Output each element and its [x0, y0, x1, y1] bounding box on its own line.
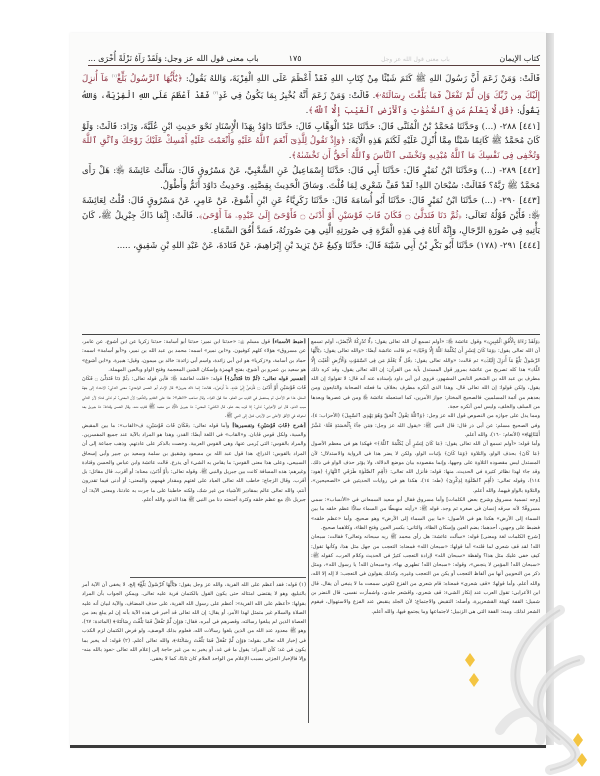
hadith-paragraph: [82, 239, 540, 254]
column-divider: [308, 338, 309, 723]
footnote-ref: (٢): [213, 90, 219, 96]
commentary-text: [وجه تسمية مسروق وشرح بعض الكلمات] وأما مسروق فقال أبو سعيد السمعاني في «الأنساب»: سمي مسروقًا؛ لأنه سرقه إنسان في صغره ثم وجد. قوله ﷺ: «رأيته منهبطًا من السماء سادًّا عظم خلقه ما بين السماء إلى الأرض» هكذا هو في الأصول: «ما بين السماء إلى الأرض» وهو صحيح. وأما «عظم خلقه» فضبط على وجهين، أحدهما: بضم العين وإسكان الظاء، والثاني: بكسر العين وفتح الظاء، وكلاهما صحيح.: [311, 497, 540, 531]
quran-verse: ﴿يَٰٓأَيُّهَا ٱلرَّسُولُ بَلِّغْ: [116, 73, 183, 84]
quran-verse: ﴿قُل لَّا يَعْلَمُ مَن فِى ٱلسَّمَٰوَٰتِ وَٱلْأَرْضِ ٱلْغَيْبَ إِلَّا ٱللَّهُ﴾: [308, 105, 515, 116]
commentary-text: [شرح الكلمات لغة ومعنى] قوله: «سألت عائشة: هل رأى محمد ﷺ ربه سبحانه وتعالى؟ فقالت: سبحان الله! لقد قف شعري لما قلته» أما قولها: «سبحان الله» فمعناه: التعجب من جهل مثل هذا، وكأنها تقول: كيف خفي عليك مثل هذا؟ ولفظة «سبحان الله» لإرادة التعجب كثيرٌ في الحديث وكلام العرب، كقوله ﷺ: «سبحان الله! المؤمن لا ينجس»، وقوله: «سبحان الله! تطهري بها»، و«سبحان الله! يا رسول الله»، ومثل ذكر من النحويين أنها من ألفاظ التعجب أو يكن من التعجب وغيره. وكذلك يقولون في التعجب: لا إله إلا الله، والله أعلم. وأما قولها: «قف شعري» فمعناه: قام شعري من الفزع لكوني سمعت ما لا ينبغي أن يقال. قال ابن الأعرابي: تقول العرب عند إنكار الشيء: قف شعري، واقشعر جلدي، واشمأزت نفسي. قال النضر بن شميل: القفة كهيئة القشعريرة، وأصله: التقبض والاجتماع؛ لأن الجلد ينقبض عند الفزع والاستهوال، فيقوم الشعر لذلك. ومنه: القفة التي هي الزنبيل؛ لاجتماعها وما يجتمع فيها، والله أعلم.: [311, 534, 540, 615]
commentary-heading: [شرح ﴿قَابَ قَوْسَيْنِ﴾ وتفسيرها]: [232, 422, 306, 429]
running-header: [88, 49, 540, 66]
commentary-paragraph: [311, 440, 540, 496]
hadith-text: [٤٤١] ٢٨٨- (...) وَحَدَّثَنَا مُحَمَّدُ بْنُ الْمُثَنَّى قَالَ: حَدَّثَنَا عَبْدُ الْوَهَّابِ قَالَ: حَدَّثَنَا دَاوُدُ بِهَذَا الْإِسْنَادِ نَحْوَ حَدِيثِ ابْنِ عُلَيَّةَ، وَزَادَ: قَالَتْ: وَلَوْ كَانَ مُحَمَّدٌ ﷺ كَاتِمًا شَيْئًا مِمَّا أُنْزِلَ عَلَيْهِ لَكَتَمَ هَذِهِ الْآيَةَ:: [82, 121, 541, 147]
commentary-text: قول مسلم ﵀: «حدثنا ابن نمير: حدثنا أبو أسامة: حدثنا زكريا عن ابن أشوع، عن عامر، عن مسروق» هؤلاء كلهم كوفيون. و«ابن نمير» اسمه: محمد بن عبد الله بن نمير، و«أبو أسامة» اسمه: حماد بن أسامة، و«زكريا» هو ابن أبي زائدة، واسم أبي زائدة: خالد بن ميمون، وقيل: هبيرة. و«ابن أشوع» هو سعيد بن عمرو بن أشوع، بفتح الهمزة وإسكان الشين المعجمة وفتح الواو وبالعين المهملة.: [82, 339, 306, 373]
book-page: [70, 33, 546, 748]
commentary-paragraph: [311, 496, 540, 533]
hadith-paragraph: [82, 194, 540, 238]
commentary-paragraph: [311, 412, 540, 440]
gold-diamond-icon: [573, 733, 583, 747]
footnotes-section: [82, 581, 306, 665]
commentary-paragraph: [311, 338, 540, 412]
commentary-paragraph: [82, 375, 306, 421]
footnote-text: (١) قوله: فقد أعظم على الله الفرية، والله عز وجل يقول: ﴿يَٰٓأَيُّهَا ٱلرَّسُولُ بَلِّغْ﴾ إلخ. لا يخفى أن الآية أمر بالتبليغ، وهو لا يقتضي امتثاله حتى يكون القول بالكتمان فرية عليه تعالى. ويمكن الجواب بأن المراد بقولها: «أعظم على الله الفرية»: أعظم على رسول الله الفرية، على حذف المضاف، والآية لبيان أنه عليه الصلاة والسلام غير متمثل لهذا الأمر، أو يقال: إن الله تعالى قد أخبر في هذه الآية بأنه إن لم يبلغ بعد من العصاة الذين لم يبلغوا رسالته، وقصرهم في أمره، فقال: ﴿وَإِن لَّمْ تَفْعَلْ فَمَا بَلَّغْتَ رِسَالَتَهُۥ﴾ (المائدة: ٦٧)، وهو ﷺ معدود عند الله من الذين بلغوا رسالات الله، فعلوم بذلك الوصف، ولو فرض الكتمان لزم الكذب في إخبار الله تعالى بقوله: ﴿وَإِن لَّمْ تَفْعَلْ فَمَا بَلَّغْتَ رِسَالَتَهُۥ﴾، والله تعالى أعلم. (٢) قوله: أنه يخبر بما يكون في غد: كأن المراد: يقول ما في غد، أو يخبر به من غير حاجة إلى إعلام الله تعالى -نعوذ بالله منه- وإلا فالإخبار الجزئي بسبب الإعلام من الواحد العلام كان ثابتًا، كما لا يخفى.: [82, 582, 306, 663]
quran-verse: ﴿وَإِذْ تَقُولُ لِلَّذِىٓ أَنْعَمَ ٱللَّهُ عَلَيْهِ وَأَنْعَمْتَ عَلَيْهِ أَمْسِكْ عَلَيْكَ زَوْجَكَ وَٱتَّقِ ٱللَّهَ وَتُخْفِى فِى نَفْسِكَ مَا ٱللَّهُ مُبْدِيهِ وَتَخْشَى ٱلنَّاسَ وَٱللَّهُ أَحَقُّ أَن تَخْشَىٰهُ﴾: [82, 136, 540, 161]
hadith-text: [٤٤٤] ٢٩١- (١٧٨) حَدَّثَنَا أَبُو بَكْرِ بْنُ أَبِي شَيْبَةَ قَالَ: حَدَّثَنَا وَكِيعٌ عَنْ يَزِيدَ بْنِ إِبْرَاهِيمَ، عَنْ قَتَادَةَ، عَنْ عَبْدِ اللهِ بْنِ شَقِيقٍ، .....: [116, 241, 540, 252]
commentary-paragraph: [82, 338, 306, 375]
commentary-heading: [ضبط الأسماء]: [272, 339, 306, 345]
quran-verse: ﴿ثُمَّ دَنَا فَتَدَلَّىٰ ۝ فَكَانَ قَابَ قَوْسَيْنِ أَوْ أَدْنَىٰ ۝ فَأَوْحَىٰٓ إِلَىٰ عَبْدِهِۦ مَآ أَوْحَىٰ﴾: [198, 211, 462, 222]
hadith-text: [٤٤٢] ٢٨٩- (...) وَحَدَّثَنَا ابْنُ نُمَيْرٍ قَالَ: حَدَّثَنَا أَبِي قَالَ: حَدَّثَنَا إِسْمَاعِيلُ عَنِ الشَّعْبِيِّ، عَنْ مَسْرُوقٍ قَالَ: سَأَلْتُ عَائِشَةَ ﵂: هَلْ رَأَى مُحَمَّدٌ ﷺ رَبَّهُ؟ فَقَالَتْ: سُبْحَانَ اللهِ! لَقَدْ قَفَّ شَعْرِي لِمَا قُلْتَ. وَسَاقَ الْحَدِيثَ بِقِصَّتِهِ. وَحَدِيثُ دَاوُدَ أَتَمُّ وَأَطْوَلُ.: [82, 166, 541, 191]
hadith-text: قَالَتْ: وَمَنْ زَعَمَ أَنَّ رَسُولَ اللهِ ﷺ كَتَمَ شَيْئًا مِنْ كِتَابِ اللهِ فَقَدْ أَعْظَمَ عَلَى اللهِ الْفِرْيَةَ، وَاللهُ يَقُولُ:: [182, 73, 540, 84]
commentary-paragraph: [82, 422, 306, 506]
hadith-text: .: [288, 150, 292, 161]
hadith-paragraph: [82, 69, 540, 119]
hadith-text: [٤٤٣] ٢٩٠- (...) حَدَّثَنَا ابْنُ نُمَيْرٍ قَالَ: حَدَّثَنَا أَبُو أُسَامَةَ قَالَ: حَدَّثَنَا زَكَرِيَّاءُ عَنِ ابْنِ أَشْوَعَ، عَنْ عَامِرٍ، عَنْ مَسْرُوقٍ قَالَ: قُلْتُ لِعَائِشَةَ ﵂: فَأَيْنَ قَوْلُهُ تَعَالَى:: [82, 196, 541, 222]
commentary-text: ومما يدل على جوازه من النصوص قول الله عز وجل: ﴿وَٱللَّهُ يَقُولُ ٱلْحَقَّ وَهُوَ يَهْدِى ٱلسَّبِيلَ﴾ (الأحزاب: ٤)، وفي الصحيح مسلم: عن أبي ذر قال: قال النبي ﷺ: «يقول الله عز وجل: ﴿مَن جَآءَ بِٱلْحَسَنَةِ فَلَهُۥ عَشْرُ أَمْثَالِهَا﴾» (الأنعام: ١٦٠)، والله أعلم.: [311, 413, 540, 438]
commentary-heading: [تفسير قوله تعالى: ﴿ثُمَّ دَنَا فَتَدَلَّىٰ﴾]: [224, 376, 306, 383]
commentary-right-column: [311, 338, 540, 617]
page-edge-shadow: [546, 33, 554, 745]
hadith-paragraph: [82, 120, 540, 164]
hadith-text: . قَالَتْ: إِنَّمَا ذَاكَ جِبْرِيلُ ﷺ، كَانَ يَأْتِيهِ فِي صُورَةِ الرِّجَالِ، وَإِنَّهُ أَتَاهُ فِي هَذِهِ الْمَرَّةِ فِي صُورَتِهِ الَّتِي هِيَ صُورَتُهُ، فَسَدَّ أُفُقَ السَّمَاءِ.: [82, 211, 540, 236]
page-number: ١٧٥: [288, 54, 302, 63]
quran-verse: مَآ أُنزِلَ إِلَيْكَ مِن رَّبِّكَ وَإِن لَّمْ تَفْعَلْ فَمَا بَلَّغْتَ رِسَالَتَهُۥ﴾: [82, 73, 541, 102]
hadith-text: فَقَدْ أَعْظَمَ عَلَى اللهِ الْفِرْيَةَ، وَاللهُ يَقُولُ:: [82, 91, 540, 116]
commentary-paragraph: [311, 533, 540, 617]
commentary-text: ﴿وَلَقَدْ رَءَاهُ بِٱلْأُفُقِ ٱلْمُبِينِ﴾» وقول عائشة ﵂: «أولم تسمع أن الله تعالى يقول: ﴿لَّا تُدْرِكُهُ ٱلْأَبْصَٰرُ﴾، أولم تسمع أن الله تعالى يقول: ﴿وَمَا كَانَ لِبَشَرٍ أَن يُكَلِّمَهُ ٱللَّهُ إِلَّا وَحْيًا﴾» ثم قالت عائشة أيضًا: «والله تعالى يقول: ﴿يَٰٓأَيُّهَا ٱلرَّسُولُ بَلِّغْ مَآ أُنزِلَ إِلَيْكَ﴾» ثم قالت: «والله تعالى يقول: ﴿قُل لَّا يَعْلَمُ مَن فِى ٱلسَّمَٰوَٰتِ وَٱلْأَرْضِ ٱلْغَيْبَ إِلَّا ٱللَّهُ﴾» هذا كله تصريح من عائشة بمرور قول المستدل بآية من القرآن: إن الله تعالى يقول، وقد كره ذلك مطرف بن عبد الله بن الشخير التابعي المشهور، فروى ابن أبي داود بإسناده عنه أنه قال: لا تقولوا: إن الله يقول، ولكن قولوا: إن الله تعالى قال. وهذا الذي أنكره مطرف بخلاف ما فعلته الصحابة والتابعون ومن بعدهم من أئمة المسلمين. فالصحيح المختار: جواز الأمرين، كما استعمله عائشة ﵂ ومن في عصرها وبعدها من السلف والخلف، وليس لمن أنكره حجة.: [311, 339, 540, 411]
commentary-left-column: [82, 338, 306, 505]
commentary-text: قوله: «قلت لعائشة ﵂: فأين قوله تعالى: ﴿ثُمَّ دَنَا فَتَدَلَّىٰ ۝ فَكَانَ قَابَ قَوْسَيْنِ أَوْ أَدْنَىٰ ۝ فَأَوْحَىٰٓ إِلَىٰ عَبْدِهِۦ مَآ أَوْحَىٰ﴾، فقالت: إنما ذاك جبريل» قال الإمام أبو الحسن الواحدي: معنى التدلي: الامتداد إلى جهة السفل، هذا هو الأصل، ثم يستعمل في القرب من العلو. هذا قول الفراء. وقال صاحب «النظم»: هذا على التقديم والتأخير؛ لأن المعنى: ثم تدلى فدنا؛ لأن التدلي سبب الدنو. قال ابن الأعرابي: تدلى: إذا قرب بعد علو. قال الكلبي: المعنى: دنا جبريل ﵇ من محمد ﷺ فقرب منه. وقال الحسن وقتادة: دنا جبريل بعد استوائه في الأفق الأعلى من الأرض، فنزل إلى النبي ﷺ.: [82, 376, 306, 420]
commentary-text: وأما قوله: «أولم تسمع أن الله تعالى يقول: ﴿مَا كَانَ لِبَشَرٍ أَن يُكَلِّمَهُ ٱللَّهُ﴾» فهكذا هو في معظم الأصول ﴿مَا كَانَ﴾ بحذف الواو، والتلاوة ﴿وَمَا كَانَ﴾ بإثبات الواو، ولكن لا يضر هذا في الرواية والاستدلال؛ لأن المستدل ليس مقصوده التلاوة على وجهها، وإنما مقصوده بيان موضع الدلالة، ولا يؤثر حذف الواو في ذلك. وقد جاء لهذا نظائر كثيرة في الحديث، منها: قوله: فأنزل الله تعالى: ﴿أَقِمِ ٱلصَّلَوٰةَ طَرَفَىِ ٱلنَّهَارِ﴾ (هود: ١١٤)، وقوله تعالى: ﴿أَقِمِ ٱلصَّلَوٰةَ لِذِكْرِىٓ﴾ (طه: ١٤)، هكذا هو في روايات الحديثين في «الصحيحين»، والتلاوة بالواو فيهما، والله أعلم.: [311, 441, 540, 494]
hadith-paragraph: [82, 164, 540, 193]
commentary-divider: [82, 334, 540, 335]
hadith-main-text: [82, 69, 540, 255]
chapter-title: باب معنى قول الله عز وجل: وَلَقَدْ رَآهُ نَزْلَةً أُخْرَى ...: [88, 54, 259, 63]
footnote-ref: (١): [111, 73, 117, 78]
gold-diamond-icon: [577, 753, 587, 767]
faded-subtitle: باب معنى قول الله عز وجل: [381, 56, 450, 63]
commentary-text: وأما قوله تعالى: ﴿فَكَانَ قَابَ قَوْسَيْنِ﴾ ف«القاب»: ما بين المقبض والسية، ولكل قوس قابان. و«القاب» في اللغة أيضًا: القدر، وهذا هو المراد بالآية عند جميع المفسرين. والمراد بالقوس: التي يُرمى عنها، وهي القوس العربية. وخصت بالذكر على عادتهم. وذهب جماعة إلى أن المراد بالقوس: الذراع، هذا قول عبد الله بن مسعود وشقيق بن سلمة وسعيد بن جبير وأبي إسحاق السبيعي، وعلى هذا معنى القوس: ما يقاس به الشيء أي يذرع. قالت عائشة وابن عباس والحسن وقتادة وغيرهم: هذه المسافة كانت بين جبريل والنبي ﷺ. وقوله تعالى: ﴿أَوْ أَدْنَىٰ﴾ معناه: أو أقرب. قال مقاتل: بل أقرب. وقال الزجاج: خاطب الله تعالى العباد على لغتهم ومقدار فهمهم، والمعنى: أو أدنى فيما تقدرون أنتم، والله تعالى عالم بمقادير الأشياء من غير شك، ولكنه خاطبنا على ما جرت به عادتنا، ومعنى الآية: أن جبريل ﵇ مع عظم خلقه وكثرة أجنحته دنا من النبي ﷺ هذا الدنو، والله أعلم.: [82, 422, 306, 504]
hadith-text: .: [305, 105, 309, 116]
hadith-text: . قَالَتْ: وَمَنْ زَعَمَ أَنَّهُ يُخْبِرُ بِمَا يَكُونُ فِي غَدٍ: [218, 91, 376, 102]
book-title: كتاب الإيمان: [499, 54, 540, 63]
footnote-divider: [130, 577, 306, 578]
